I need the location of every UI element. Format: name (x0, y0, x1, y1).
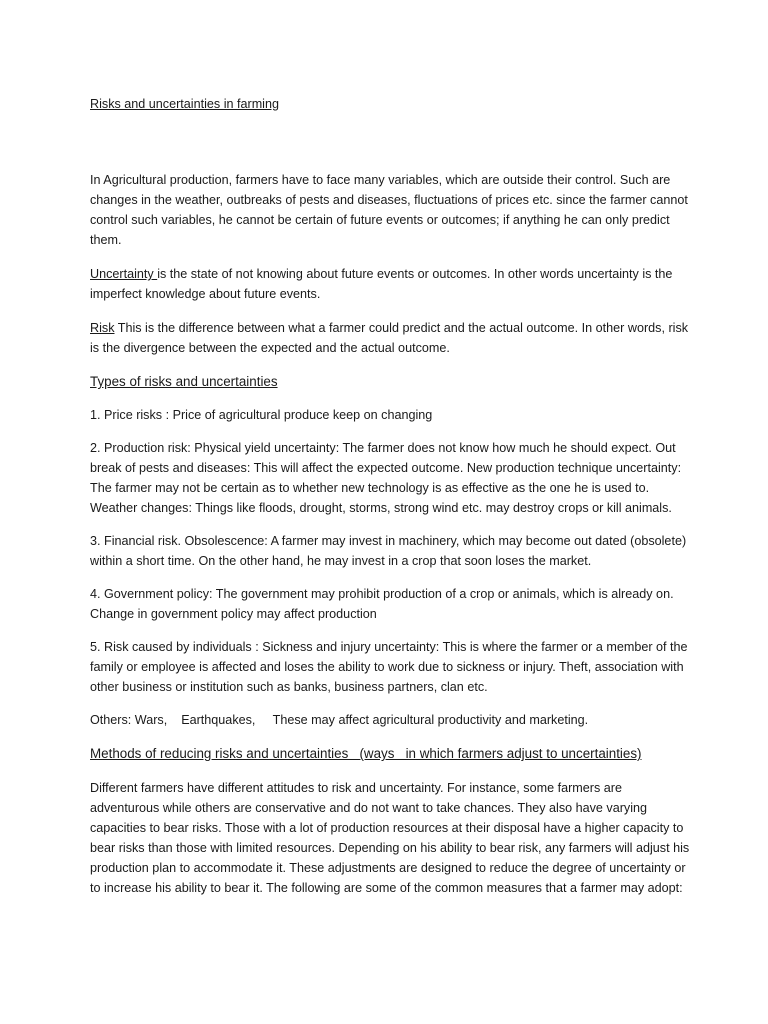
uncertainty-term: Uncertainty (90, 267, 158, 281)
risk-paragraph (90, 318, 690, 358)
document-title: Risks and uncertainties in farming (90, 97, 279, 111)
others-paragraph: Others: Wars, Earthquakes, These may affect agricultural productivity and marketing. (90, 713, 589, 727)
risk-type-price: 1. Price risks : Price of agricultural produce keep on changing (90, 408, 433, 422)
uncertainty-paragraph (90, 264, 690, 304)
methods-paragraph: Different farmers have different attitudes to risk and uncertainty. For instance, some farmers are adventurous while others are conservative and do not want to take chances. They also have varying capacities to bear risks. Those with a lot of production resources at their disposal have a higher capacity to bear risks than those with limited resources. Depending on his ability to bear risk, any farmers will adjust his production plan to accommodate it. These adjustments are designed to reduce the degree of uncertainty or to increase his ability to bear it. The following are some of the common measures that a farmer may adopt: (90, 781, 690, 895)
risk-type-individuals: 5. Risk caused by individuals : Sickness and injury uncertainty: This is where the farmer or a member of the family or employee is affected and loses the ability to work due to sickness or injury. Theft, association with other business or institution such as banks, business partners, clan etc. (90, 640, 688, 694)
risk-type-production: 2. Production risk: Physical yield uncertainty: The farmer does not know how much he should expect. Out break of pests and diseases: This will affect the expected outcome. New production technique uncertainty: The farmer may not be certain as to whether new technology is as effective as the one he is used to. Weather changes: Things like floods, drought, storms, strong wind etc. may destroy crops or kill animals. (90, 441, 682, 515)
document-page (90, 94, 690, 898)
types-heading: Types of risks and uncertainties (90, 374, 278, 389)
risk-term: Risk (90, 321, 115, 335)
risk-type-government: 4. Government policy: The government may prohibit production of a crop or animals, which is already on. Change in government policy may affect production (90, 587, 674, 621)
intro-paragraph: In Agricultural production, farmers have to face many variables, which are outside their control. Such are changes in the weather, outbreaks of pests and diseases, fluctuations of prices etc. since the farmer cannot control such variables, he cannot be certain of future events or outcomes; if anything he can only predict them. (90, 173, 688, 247)
uncertainty-definition: is the state of not knowing about future events or outcomes. In other words uncertainty is the imperfect knowledge about future events. (90, 267, 673, 301)
risk-type-financial: 3. Financial risk. Obsolescence: A farmer may invest in machinery, which may become out dated (obsolete) within a short time. On the other hand, he may invest in a crop that soon loses the market. (90, 534, 687, 568)
risk-definition: This is the difference between what a farmer could predict and the actual outcome. In other words, risk is the divergence between the expected and the actual outcome. (90, 321, 689, 355)
methods-heading: Methods of reducing risks and uncertainties (ways in which farmers adjust to uncertainties) (90, 746, 642, 761)
